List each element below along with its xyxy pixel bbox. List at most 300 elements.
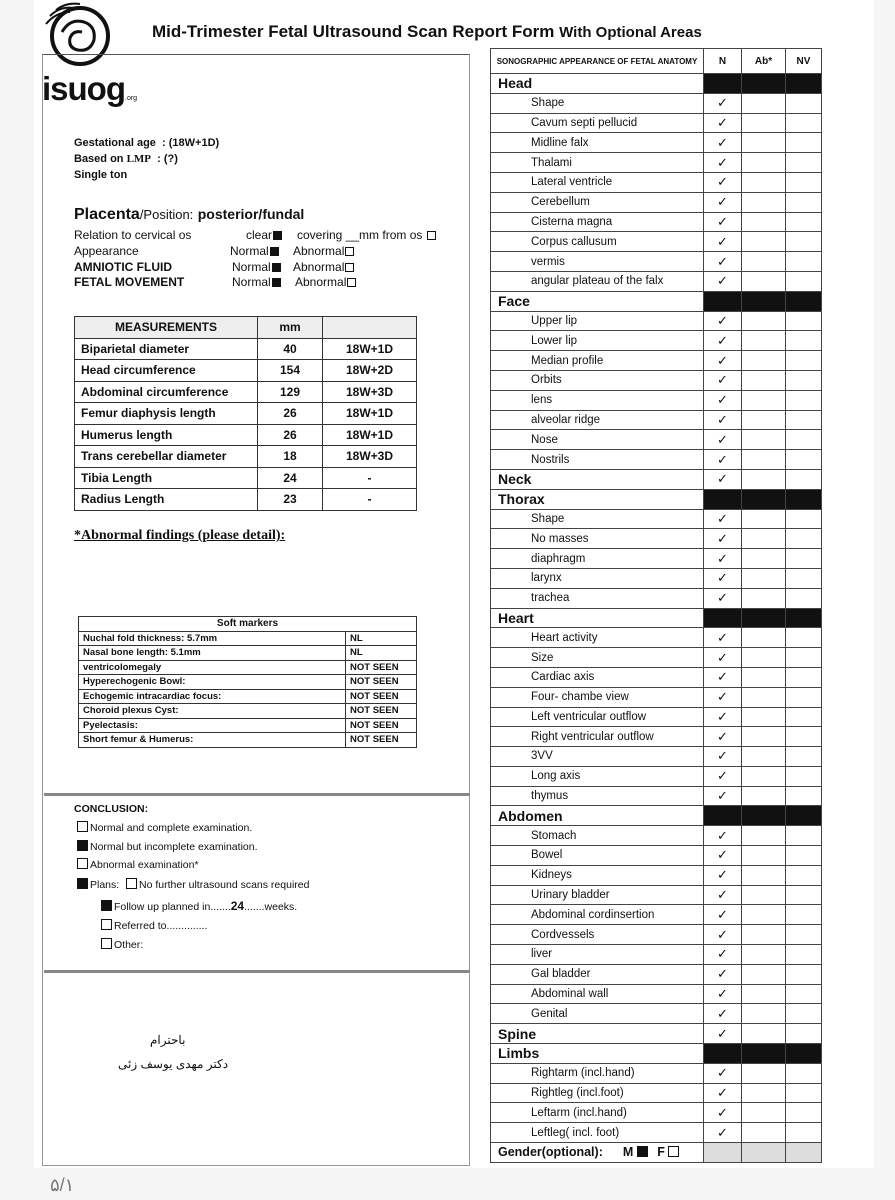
check-icon[interactable]: ✓ bbox=[704, 529, 742, 549]
empty-check-cell[interactable] bbox=[786, 133, 822, 153]
abnormal-checkbox[interactable] bbox=[77, 858, 88, 869]
empty-check-cell[interactable] bbox=[786, 964, 822, 984]
anatomy-item: Nostrils bbox=[491, 450, 704, 470]
section-header-fill bbox=[742, 806, 786, 826]
empty-check-cell[interactable] bbox=[742, 687, 786, 707]
empty-check-cell[interactable] bbox=[786, 1123, 822, 1143]
empty-check-cell[interactable] bbox=[742, 568, 786, 588]
check-icon[interactable]: ✓ bbox=[704, 568, 742, 588]
empty-check-cell[interactable] bbox=[786, 687, 822, 707]
empty-check-cell[interactable] bbox=[742, 925, 786, 945]
check-icon[interactable]: ✓ bbox=[704, 549, 742, 569]
anatomy-item: Orbits bbox=[491, 370, 704, 390]
empty-check-cell[interactable] bbox=[742, 232, 786, 252]
table-row bbox=[491, 549, 822, 569]
empty-check-cell[interactable] bbox=[742, 331, 786, 351]
anatomy-item: Leftarm (incl.hand) bbox=[491, 1103, 704, 1123]
measurement-mm: 129 bbox=[258, 381, 323, 403]
check-icon[interactable]: ✓ bbox=[704, 1103, 742, 1123]
empty-check-cell[interactable] bbox=[786, 1083, 822, 1103]
anatomy-item: Lower lip bbox=[491, 331, 704, 351]
measurements-table bbox=[74, 316, 417, 511]
empty-check-cell[interactable] bbox=[786, 192, 822, 212]
amniotic-abnormal-checkbox[interactable] bbox=[345, 263, 354, 272]
page-title: Mid-Trimester Fetal Ultrasound Scan Report Form With Optional Areas bbox=[152, 22, 702, 41]
section-header-fill bbox=[742, 608, 786, 628]
table-row bbox=[79, 660, 417, 675]
table-row bbox=[491, 311, 822, 331]
table-row bbox=[491, 192, 822, 212]
empty-check-cell[interactable] bbox=[742, 905, 786, 925]
check-icon[interactable]: ✓ bbox=[704, 1004, 742, 1024]
marker-value: NL bbox=[346, 631, 417, 646]
section-heading: Heart bbox=[491, 608, 704, 628]
table-row bbox=[491, 846, 822, 866]
check-icon[interactable]: ✓ bbox=[704, 727, 742, 747]
empty-check-cell[interactable] bbox=[742, 865, 786, 885]
gender-text: Gender(optional): bbox=[498, 1145, 603, 1160]
section-heading: Head bbox=[491, 74, 704, 94]
table-row bbox=[79, 675, 417, 690]
anatomy-item: No masses bbox=[491, 529, 704, 549]
empty-check-cell[interactable] bbox=[742, 430, 786, 450]
check-icon[interactable]: ✓ bbox=[704, 252, 742, 272]
anatomy-item: Corpus callusum bbox=[491, 232, 704, 252]
empty-check-cell[interactable] bbox=[742, 271, 786, 291]
check-icon[interactable]: ✓ bbox=[704, 885, 742, 905]
empty-check-cell[interactable] bbox=[786, 172, 822, 192]
check-icon[interactable]: ✓ bbox=[704, 410, 742, 430]
no-further-checkbox[interactable] bbox=[126, 878, 137, 889]
table-row bbox=[491, 1123, 822, 1143]
plans-checkbox[interactable] bbox=[77, 878, 88, 889]
empty-check-cell[interactable] bbox=[786, 1103, 822, 1123]
empty-check-cell[interactable] bbox=[786, 786, 822, 806]
check-icon[interactable]: ✓ bbox=[704, 667, 742, 687]
empty-check-cell[interactable] bbox=[786, 1004, 822, 1024]
empty-check-cell[interactable] bbox=[786, 410, 822, 430]
check-icon[interactable]: ✓ bbox=[704, 945, 742, 965]
column-header bbox=[323, 317, 417, 339]
table-row bbox=[491, 1004, 822, 1024]
signature-greeting: باحترام bbox=[150, 1033, 186, 1047]
appearance-normal-checkbox[interactable] bbox=[270, 247, 279, 256]
anatomy-item: Rightarm (incl.hand) bbox=[491, 1063, 704, 1083]
section-header-fill bbox=[704, 1044, 742, 1064]
section-header-fill bbox=[742, 74, 786, 94]
anatomy-item: Stomach bbox=[491, 826, 704, 846]
table-row bbox=[79, 646, 417, 661]
anatomy-item: liver bbox=[491, 945, 704, 965]
check-icon[interactable]: ✓ bbox=[704, 925, 742, 945]
anatomy-item: Lateral ventricle bbox=[491, 172, 704, 192]
conclusion-follow-up: Follow up planned in.......24.......weeks. bbox=[100, 899, 297, 913]
follow-up-checkbox[interactable] bbox=[101, 900, 112, 911]
table-row bbox=[491, 667, 822, 687]
anatomy-item: vermis bbox=[491, 252, 704, 272]
table-row bbox=[491, 865, 822, 885]
column-header: MEASUREMENTS bbox=[75, 317, 258, 339]
check-icon[interactable]: ✓ bbox=[704, 133, 742, 153]
movement-row: FETAL MOVEMENT Normal Abnormal bbox=[74, 275, 184, 289]
divider bbox=[44, 793, 470, 796]
empty-check-cell[interactable] bbox=[786, 450, 822, 470]
empty-check-cell[interactable] bbox=[742, 588, 786, 608]
gender-label bbox=[491, 1143, 704, 1163]
check-icon[interactable]: ✓ bbox=[704, 232, 742, 252]
anatomy-item: Size bbox=[491, 648, 704, 668]
conclusion-normal-complete: Normal and complete examination. bbox=[76, 821, 252, 834]
empty-check-cell[interactable] bbox=[786, 648, 822, 668]
table-row bbox=[491, 450, 822, 470]
check-icon: ✓ bbox=[704, 1024, 742, 1044]
check-icon[interactable]: ✓ bbox=[704, 588, 742, 608]
gestation-info: Gestational age : (18W+1D) Based on LMP : (?) Single ton bbox=[74, 137, 220, 181]
anatomy-item: Shape bbox=[491, 93, 704, 113]
check-icon[interactable]: ✓ bbox=[704, 865, 742, 885]
table-row bbox=[491, 113, 822, 133]
measurement-name: Biparietal diameter bbox=[75, 338, 258, 360]
anatomy-item: diaphragm bbox=[491, 549, 704, 569]
empty-check-cell[interactable] bbox=[786, 925, 822, 945]
empty-check-cell[interactable] bbox=[742, 1123, 786, 1143]
section-header-fill bbox=[742, 291, 786, 311]
empty-check-cell[interactable] bbox=[786, 707, 822, 727]
section-header-fill bbox=[704, 806, 742, 826]
marker-value: NL bbox=[346, 646, 417, 661]
table-row bbox=[491, 786, 822, 806]
check-icon[interactable]: ✓ bbox=[704, 93, 742, 113]
table-header-row bbox=[491, 49, 822, 74]
table-row bbox=[75, 424, 417, 446]
measurement-mm: 18 bbox=[258, 446, 323, 468]
empty-cell bbox=[786, 469, 822, 489]
empty-check-cell[interactable] bbox=[742, 1004, 786, 1024]
check-icon[interactable]: ✓ bbox=[704, 1123, 742, 1143]
empty-check-cell[interactable] bbox=[786, 766, 822, 786]
empty-check-cell[interactable] bbox=[742, 1083, 786, 1103]
anatomy-item: Long axis bbox=[491, 766, 704, 786]
empty-check-cell[interactable] bbox=[786, 271, 822, 291]
empty-check-cell[interactable] bbox=[786, 549, 822, 569]
check-icon[interactable]: ✓ bbox=[704, 153, 742, 173]
table-row bbox=[491, 351, 822, 371]
table-header-row bbox=[75, 317, 417, 339]
empty-check-cell[interactable] bbox=[786, 846, 822, 866]
gender-fill-cell bbox=[742, 1143, 786, 1163]
anatomy-item: Urinary bladder bbox=[491, 885, 704, 905]
table-row bbox=[491, 370, 822, 390]
empty-check-cell[interactable] bbox=[742, 529, 786, 549]
appearance-abnormal-checkbox[interactable] bbox=[345, 247, 354, 256]
table-row bbox=[491, 331, 822, 351]
table-row bbox=[79, 689, 417, 704]
marker-name: ventricolomegaly bbox=[79, 660, 346, 675]
empty-check-cell[interactable] bbox=[742, 351, 786, 371]
check-icon[interactable]: ✓ bbox=[704, 113, 742, 133]
gender-f-checkbox[interactable] bbox=[668, 1146, 679, 1157]
column-header-ab: Ab* bbox=[742, 49, 786, 74]
anatomy-item: Median profile bbox=[491, 351, 704, 371]
empty-check-cell[interactable] bbox=[786, 430, 822, 450]
empty-check-cell[interactable] bbox=[742, 648, 786, 668]
check-icon[interactable]: ✓ bbox=[704, 212, 742, 232]
check-icon[interactable]: ✓ bbox=[704, 826, 742, 846]
normal-complete-checkbox[interactable] bbox=[77, 821, 88, 832]
empty-check-cell[interactable] bbox=[742, 984, 786, 1004]
empty-check-cell[interactable] bbox=[742, 252, 786, 272]
section-header-fill bbox=[786, 489, 822, 509]
empty-check-cell[interactable] bbox=[786, 628, 822, 648]
measurement-ga: 18W+3D bbox=[323, 446, 417, 468]
table-row bbox=[491, 588, 822, 608]
marker-name: Nasal bone length: 5.1mm bbox=[79, 646, 346, 661]
conclusion-abnormal: Abnormal examination* bbox=[76, 858, 199, 871]
empty-check-cell[interactable] bbox=[786, 885, 822, 905]
marker-name: Echogemic intracardiac focus: bbox=[79, 689, 346, 704]
check-icon[interactable]: ✓ bbox=[704, 984, 742, 1004]
empty-check-cell[interactable] bbox=[786, 113, 822, 133]
check-icon[interactable]: ✓ bbox=[704, 964, 742, 984]
measurement-name: Femur diaphysis length bbox=[75, 403, 258, 425]
empty-check-cell[interactable] bbox=[786, 905, 822, 925]
table-row bbox=[491, 430, 822, 450]
table-row bbox=[79, 631, 417, 646]
anatomy-item: Shape bbox=[491, 509, 704, 529]
empty-check-cell[interactable] bbox=[742, 113, 786, 133]
anatomy-item: Cordvessels bbox=[491, 925, 704, 945]
empty-check-cell[interactable] bbox=[742, 410, 786, 430]
measurement-ga: 18W+1D bbox=[323, 338, 417, 360]
empty-check-cell[interactable] bbox=[786, 588, 822, 608]
gender-fill-cell bbox=[704, 1143, 742, 1163]
table-row bbox=[75, 489, 417, 511]
empty-check-cell[interactable] bbox=[786, 252, 822, 272]
table-row bbox=[491, 747, 822, 767]
empty-check-cell[interactable] bbox=[786, 667, 822, 687]
empty-check-cell[interactable] bbox=[742, 390, 786, 410]
empty-check-cell[interactable] bbox=[786, 331, 822, 351]
soft-markers-table bbox=[78, 616, 417, 748]
empty-check-cell[interactable] bbox=[786, 945, 822, 965]
section-header-fill bbox=[742, 489, 786, 509]
empty-check-cell[interactable] bbox=[742, 133, 786, 153]
empty-check-cell[interactable] bbox=[742, 766, 786, 786]
marker-name: Short femur & Humerus: bbox=[79, 733, 346, 748]
empty-check-cell[interactable] bbox=[786, 93, 822, 113]
check-icon[interactable]: ✓ bbox=[704, 707, 742, 727]
empty-check-cell[interactable] bbox=[742, 826, 786, 846]
table-row bbox=[491, 153, 822, 173]
empty-check-cell[interactable] bbox=[742, 153, 786, 173]
empty-check-cell[interactable] bbox=[786, 390, 822, 410]
covering-checkbox[interactable] bbox=[427, 231, 436, 240]
empty-check-cell[interactable] bbox=[786, 370, 822, 390]
check-icon[interactable]: ✓ bbox=[704, 747, 742, 767]
empty-check-cell[interactable] bbox=[786, 984, 822, 1004]
empty-check-cell[interactable] bbox=[742, 846, 786, 866]
anatomy-item: Cavum septi pellucid bbox=[491, 113, 704, 133]
check-icon[interactable]: ✓ bbox=[704, 390, 742, 410]
check-icon: ✓ bbox=[704, 469, 742, 489]
gender-fill-cell bbox=[786, 1143, 822, 1163]
empty-check-cell[interactable] bbox=[742, 707, 786, 727]
section-heading: Abdomen bbox=[491, 806, 704, 826]
section-header-fill bbox=[786, 1044, 822, 1064]
section-row bbox=[491, 469, 822, 489]
measurement-ga: 18W+1D bbox=[323, 424, 417, 446]
page-number: ۵/۱ bbox=[50, 1175, 75, 1195]
anatomy-item: Rightleg (incl.foot) bbox=[491, 1083, 704, 1103]
check-icon[interactable]: ✓ bbox=[704, 1063, 742, 1083]
empty-check-cell[interactable] bbox=[742, 549, 786, 569]
gender-row bbox=[491, 1143, 822, 1163]
table-row bbox=[75, 338, 417, 360]
empty-check-cell[interactable] bbox=[786, 727, 822, 747]
movement-normal-checkbox[interactable] bbox=[272, 278, 281, 287]
clear-checkbox[interactable] bbox=[273, 231, 282, 240]
check-icon[interactable]: ✓ bbox=[704, 648, 742, 668]
empty-check-cell[interactable] bbox=[742, 1063, 786, 1083]
amniotic-row: AMNIOTIC FLUID Normal Abnormal bbox=[74, 260, 172, 274]
section-header-fill bbox=[786, 291, 822, 311]
section-header-fill bbox=[786, 806, 822, 826]
check-icon[interactable]: ✓ bbox=[704, 311, 742, 331]
empty-check-cell[interactable] bbox=[742, 509, 786, 529]
table-row bbox=[491, 212, 822, 232]
check-icon[interactable]: ✓ bbox=[704, 766, 742, 786]
empty-check-cell[interactable] bbox=[742, 885, 786, 905]
table-row bbox=[75, 360, 417, 382]
empty-check-cell[interactable] bbox=[786, 351, 822, 371]
anatomy-item: lens bbox=[491, 390, 704, 410]
check-icon[interactable]: ✓ bbox=[704, 331, 742, 351]
measurement-ga: 18W+3D bbox=[323, 381, 417, 403]
anatomy-item: Heart activity bbox=[491, 628, 704, 648]
anatomy-item: Midline falx bbox=[491, 133, 704, 153]
empty-check-cell[interactable] bbox=[742, 1103, 786, 1123]
empty-check-cell[interactable] bbox=[742, 212, 786, 232]
anatomy-item: 3VV bbox=[491, 747, 704, 767]
table-header-row bbox=[79, 617, 417, 632]
empty-check-cell[interactable] bbox=[742, 667, 786, 687]
measurement-ga: - bbox=[323, 467, 417, 489]
empty-check-cell[interactable] bbox=[786, 529, 822, 549]
empty-check-cell[interactable] bbox=[786, 311, 822, 331]
table-row bbox=[491, 509, 822, 529]
table-row bbox=[79, 718, 417, 733]
empty-check-cell[interactable] bbox=[742, 628, 786, 648]
table-row bbox=[491, 925, 822, 945]
table-row bbox=[491, 271, 822, 291]
empty-check-cell[interactable] bbox=[786, 747, 822, 767]
empty-check-cell[interactable] bbox=[786, 232, 822, 252]
column-header: mm bbox=[258, 317, 323, 339]
empty-check-cell[interactable] bbox=[742, 747, 786, 767]
check-icon[interactable]: ✓ bbox=[704, 846, 742, 866]
table-row bbox=[491, 1063, 822, 1083]
referred-checkbox[interactable] bbox=[101, 919, 112, 930]
check-icon[interactable]: ✓ bbox=[704, 430, 742, 450]
table-row bbox=[75, 403, 417, 425]
measurement-ga: 18W+2D bbox=[323, 360, 417, 382]
empty-check-cell[interactable] bbox=[742, 311, 786, 331]
check-icon[interactable]: ✓ bbox=[704, 351, 742, 371]
check-icon[interactable]: ✓ bbox=[704, 192, 742, 212]
check-icon[interactable]: ✓ bbox=[704, 628, 742, 648]
empty-check-cell[interactable] bbox=[742, 450, 786, 470]
check-icon[interactable]: ✓ bbox=[704, 172, 742, 192]
section-heading: Face bbox=[491, 291, 704, 311]
gender-m-checkbox[interactable] bbox=[637, 1146, 648, 1157]
empty-check-cell[interactable] bbox=[742, 172, 786, 192]
empty-check-cell[interactable] bbox=[786, 509, 822, 529]
empty-check-cell[interactable] bbox=[742, 964, 786, 984]
check-icon[interactable]: ✓ bbox=[704, 905, 742, 925]
empty-check-cell[interactable] bbox=[786, 865, 822, 885]
empty-check-cell[interactable] bbox=[786, 212, 822, 232]
table-row bbox=[75, 467, 417, 489]
empty-check-cell[interactable] bbox=[786, 826, 822, 846]
empty-check-cell[interactable] bbox=[786, 153, 822, 173]
check-icon[interactable]: ✓ bbox=[704, 786, 742, 806]
table-row bbox=[491, 885, 822, 905]
empty-cell bbox=[786, 1024, 822, 1044]
other-checkbox[interactable] bbox=[101, 938, 112, 949]
conclusion-plans: Plans: No further ultrasound scans required bbox=[76, 878, 309, 891]
amniotic-normal-checkbox[interactable] bbox=[272, 263, 281, 272]
table-row bbox=[491, 568, 822, 588]
empty-check-cell[interactable] bbox=[742, 93, 786, 113]
section-header-fill bbox=[786, 74, 822, 94]
check-icon[interactable]: ✓ bbox=[704, 271, 742, 291]
gender-f: F bbox=[657, 1145, 665, 1160]
gender-m: M bbox=[622, 1145, 634, 1160]
table-row bbox=[491, 133, 822, 153]
table-row bbox=[491, 410, 822, 430]
section-heading: Thorax bbox=[491, 489, 704, 509]
check-icon[interactable]: ✓ bbox=[704, 509, 742, 529]
check-icon[interactable]: ✓ bbox=[704, 370, 742, 390]
table-row bbox=[491, 172, 822, 192]
empty-check-cell[interactable] bbox=[742, 370, 786, 390]
empty-check-cell[interactable] bbox=[742, 786, 786, 806]
empty-check-cell[interactable] bbox=[742, 192, 786, 212]
empty-check-cell[interactable] bbox=[742, 945, 786, 965]
empty-check-cell[interactable] bbox=[742, 727, 786, 747]
section-heading: Limbs bbox=[491, 1044, 704, 1064]
check-icon[interactable]: ✓ bbox=[704, 687, 742, 707]
check-icon[interactable]: ✓ bbox=[704, 1083, 742, 1103]
table-row bbox=[79, 733, 417, 748]
section-header-fill bbox=[704, 489, 742, 509]
empty-check-cell[interactable] bbox=[786, 568, 822, 588]
normal-incomplete-checkbox[interactable] bbox=[77, 840, 88, 851]
movement-abnormal-checkbox[interactable] bbox=[347, 278, 356, 287]
anatomy-item: Cisterna magna bbox=[491, 212, 704, 232]
empty-check-cell[interactable] bbox=[786, 1063, 822, 1083]
anatomy-item: alveolar ridge bbox=[491, 410, 704, 430]
marker-name: Hyperechogenic Bowl: bbox=[79, 675, 346, 690]
conclusion-referred: Referred to.............. bbox=[100, 919, 207, 932]
table-row bbox=[491, 984, 822, 1004]
measurement-name: Abdominal circumference bbox=[75, 381, 258, 403]
anatomy-item: Bowel bbox=[491, 846, 704, 866]
placenta-heading: Placenta/Position: posterior/fundal bbox=[74, 206, 305, 223]
check-icon[interactable]: ✓ bbox=[704, 450, 742, 470]
section-heading: Neck bbox=[491, 469, 704, 489]
fetal-anatomy-table bbox=[490, 48, 822, 1163]
